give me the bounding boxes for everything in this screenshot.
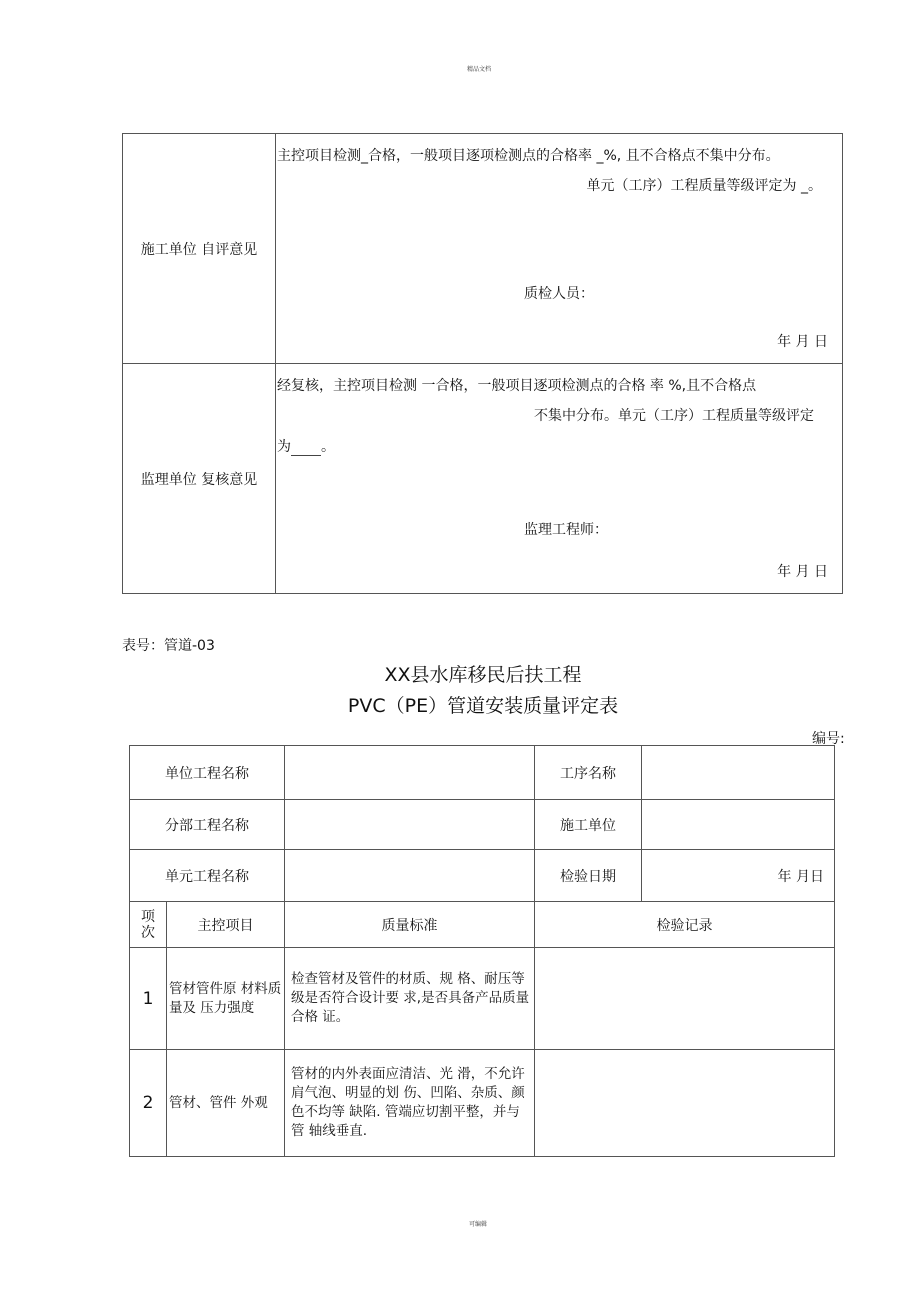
table-row — [130, 1050, 835, 1157]
item-header: 主控项目 — [197, 917, 254, 934]
standard-header-cell — [285, 902, 535, 948]
self-assessment-label-cell — [123, 134, 276, 364]
element-project-value[interactable] — [285, 850, 535, 902]
supervision-line1: 经复核，主控项目检测 一合格，一般项目逐项检测点的合格 率 %,且不合格点 — [277, 378, 757, 394]
bottom-watermark: 可编辑 — [469, 1221, 488, 1228]
inspection-date-cell[interactable] — [642, 850, 835, 902]
inspection-date-label: 检验日期 — [560, 868, 616, 885]
supervision-label: 监理单位 复核意见 — [140, 471, 258, 488]
element-project-label-cell — [130, 850, 285, 902]
inspection-date-label-cell — [535, 850, 642, 902]
process-name-label-cell — [535, 746, 642, 800]
standard-header: 质量标准 — [381, 917, 438, 934]
row-number: 2 — [130, 1050, 167, 1157]
row-record[interactable] — [535, 1050, 835, 1157]
self-assessment-line1: 主控项目检测_合格，一般项目逐项检测点的合格率 _%, 且不合格点不集中分布。 — [277, 148, 780, 164]
row-item: 管材管件原 材料质量及 压力强度 — [167, 948, 285, 1050]
evaluation-table — [129, 745, 835, 1157]
supervision-label-cell — [123, 364, 276, 594]
self-assessment-label: 施工单位 自评意见 — [140, 241, 258, 258]
unit-project-label: 单位工程名称 — [165, 765, 249, 782]
document-title-line1: XX县水库移民后扶工程 — [384, 664, 582, 686]
index-header: 项次 — [141, 908, 155, 941]
supervision-line2: 不集中分布。单元（工序）工程质量等级评定 — [534, 408, 814, 424]
opinion-table — [122, 133, 843, 594]
index-header-cell — [130, 902, 167, 948]
supervision-line3-suffix: 。 — [321, 439, 335, 455]
inspection-date-value: 年 月日 — [777, 868, 824, 885]
supervision-line3-prefix: 为 — [277, 439, 291, 455]
self-assessment-date: 年 月 日 — [777, 334, 828, 350]
item-header-cell — [167, 902, 285, 948]
construction-unit-value[interactable] — [642, 800, 835, 850]
self-assessment-line2: 单元（工序）工程质量等级评定为 _。 — [586, 178, 822, 194]
document-title-line2: PVC（PE）管道安装质量评定表 — [347, 695, 619, 717]
serial-number-label: 编号: — [812, 731, 845, 747]
supervision-line3 — [277, 436, 335, 456]
row-record[interactable] — [535, 948, 835, 1050]
row-standard: 检查管材及管件的材质、规 格、耐压等级是否符合设计要 求,是否具备产品质量合格 证。 — [285, 948, 535, 1050]
sub-project-label-cell — [130, 800, 285, 850]
construction-unit-label: 施工单位 — [560, 817, 616, 834]
row-item: 管材、管件 外观 — [167, 1050, 285, 1157]
top-watermark: 精品文档 — [467, 66, 492, 73]
element-project-label: 单元工程名称 — [165, 868, 249, 885]
table-row — [130, 948, 835, 1050]
record-header: 检验记录 — [656, 917, 713, 934]
supervising-engineer-label: 监理工程师： — [524, 522, 608, 538]
quality-inspector-label: 质检人员： — [524, 286, 594, 302]
grade-blank — [291, 443, 321, 456]
record-header-cell — [535, 902, 835, 948]
supervision-date: 年 月 日 — [777, 564, 828, 580]
process-name-label: 工序名称 — [560, 765, 616, 782]
construction-unit-label-cell — [535, 800, 642, 850]
supervision-cell — [276, 364, 843, 594]
form-number: 表号：管道-03 — [122, 638, 215, 654]
unit-project-label-cell — [130, 746, 285, 800]
row-standard: 管材的内外表面应清洁、光 滑，不允许肩气泡、明显的划 伤、凹陷、杂质、颜色不均等 缺陷. 管端应切割平整，并与管 轴线垂直. — [285, 1050, 535, 1157]
unit-project-value[interactable] — [285, 746, 535, 800]
self-assessment-cell — [276, 134, 843, 364]
row-number: 1 — [130, 948, 167, 1050]
sub-project-label: 分部工程名称 — [165, 817, 249, 834]
sub-project-value[interactable] — [285, 800, 535, 850]
process-name-value[interactable] — [642, 746, 835, 800]
